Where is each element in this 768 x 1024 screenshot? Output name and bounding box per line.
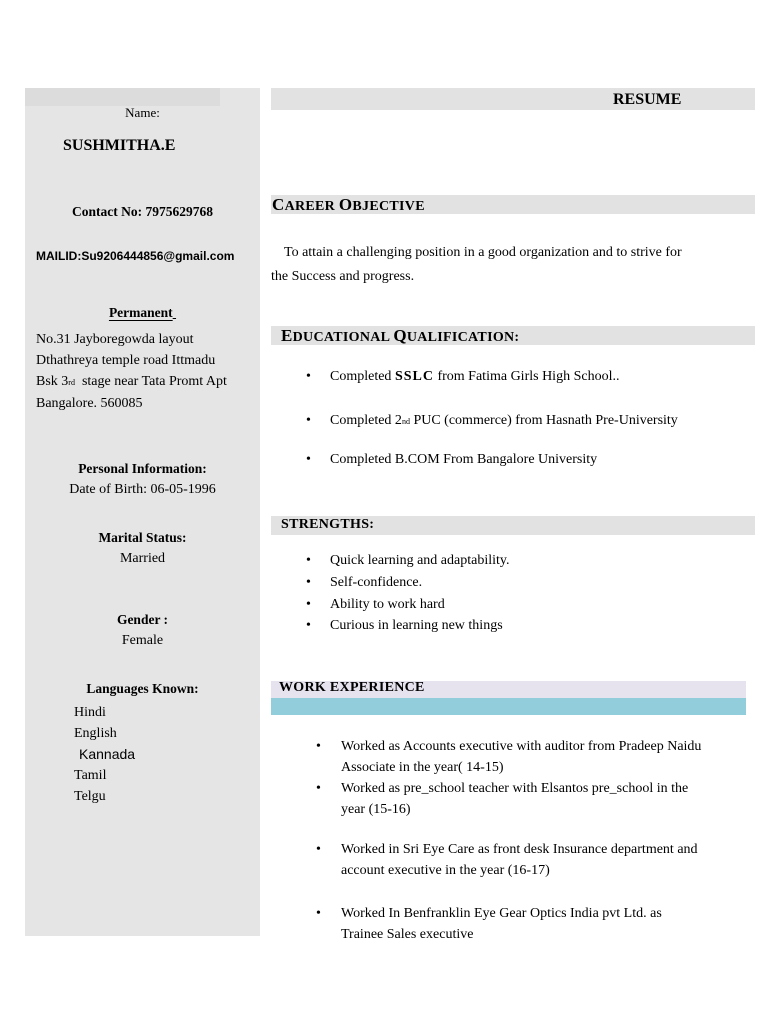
permanent-address-label [25,305,260,321]
work-item-line: Worked as Accounts executive with auditor from Pradeep Naidu [341,739,702,754]
strengths-list [306,550,756,635]
heading-small: UALIFICATION: [406,330,520,345]
heading-cap: O [338,195,353,214]
work-item-line: Worked In Benfranklin Eye Gear Optics India pvt Ltd. as [341,906,662,921]
edu-text: Completed 2 [330,413,402,428]
edu-text: Completed [330,369,395,384]
strength-item: • Curious in learning new things [306,616,756,635]
work-item-line: year (15-16) [341,802,411,817]
education-item [306,366,756,387]
address-bsk: Bsk 3 [36,374,69,389]
work-item [316,903,746,945]
bullet-icon: • [316,906,321,921]
languages-label: Languages Known: [86,681,199,696]
strengths-heading: STRENGTHS: [281,517,375,532]
sidebar-header-strip [25,88,220,106]
work-item-line: Associate in the year( 14-15) [341,760,504,775]
address-rest: stage near Tata Promt Apt [81,374,227,389]
address-line: Bangalore. 560085 [36,396,143,411]
contact-number: 7975629768 [145,204,213,219]
strength-item: • Self-confidence. [306,572,756,594]
work-experience-accent-bar [271,698,746,715]
heading-cap: C [272,195,285,214]
heading-small: BJECTIVE [352,199,425,214]
work-item [316,736,746,778]
edu-ordinal: nd [401,417,410,426]
career-objective-line2: the Success and progress. [271,269,415,284]
language-item: English [74,726,117,741]
work-item-line: Worked as pre_school teacher with Elsantos pre_school in the [341,781,689,796]
work-experience-heading: WORK EXPERIENCE [279,680,425,695]
email: MAILID:Su9206444856@gmail.com [36,249,235,263]
work-item-line: Trainee Sales executive [341,927,474,942]
languages-list [74,702,135,807]
language-item: Hindi [74,705,106,720]
heading-small: AREER [284,199,339,214]
gender-value: Female [121,633,164,648]
career-objective-heading [272,195,425,215]
heading-small: DUCATIONAL [292,330,394,345]
contact-label: Contact No: [72,204,143,219]
address-ordinal: rd [68,378,75,387]
address-line: No.31 Jayboregowda layout [36,332,194,347]
bullet-icon: • [316,842,321,857]
marital-status-value: Married [119,551,166,566]
language-item: Kannada [79,746,136,762]
career-objective-line1: To attain a challenging position in a good organization and to strive for [284,245,682,260]
education-heading [281,326,519,346]
resume-title-band [271,88,755,110]
edu-text: from Fatima Girls High School.. [433,369,620,384]
candidate-name: SUSHMITHA.E [63,137,176,154]
bullet-icon: • [316,781,321,796]
education-list [306,366,756,470]
name-label: Name: [125,105,160,120]
education-item: • Completed B.COM From Bangalore University [306,449,756,470]
work-experience-list [316,736,746,945]
date-of-birth: Date of Birth: 06-05-1996 [69,482,216,497]
strength-item: • Quick learning and adaptability. [306,550,756,572]
personal-info-label: Personal Information: [78,461,207,476]
marital-status-label: Marital Status: [98,530,187,545]
language-item: Tamil [74,768,107,783]
gender-label: Gender : [116,612,169,627]
resume-title: RESUME [613,91,682,108]
bullet-icon: • [316,739,321,754]
address-line [36,371,258,393]
address-line: Dthathreya temple road Ittmadu [36,353,216,368]
language-item: Telgu [74,789,106,804]
work-item-line: account executive in the year (16-17) [341,863,550,878]
edu-bold: SSLC [394,369,434,384]
work-item [316,839,746,881]
address-block [36,329,258,414]
heading-cap: Q [393,326,407,345]
education-item [306,410,756,432]
heading-cap: E [281,326,293,345]
edu-text: PUC (commerce) from Hasnath Pre-University [409,413,678,428]
work-item-line: Worked in Sri Eye Care as front desk Insurance department and [341,842,698,857]
permanent-label-text: Permanent [108,305,173,320]
work-item [316,778,746,820]
contact-line [25,204,260,220]
strength-item: • Ability to work hard [306,594,756,616]
